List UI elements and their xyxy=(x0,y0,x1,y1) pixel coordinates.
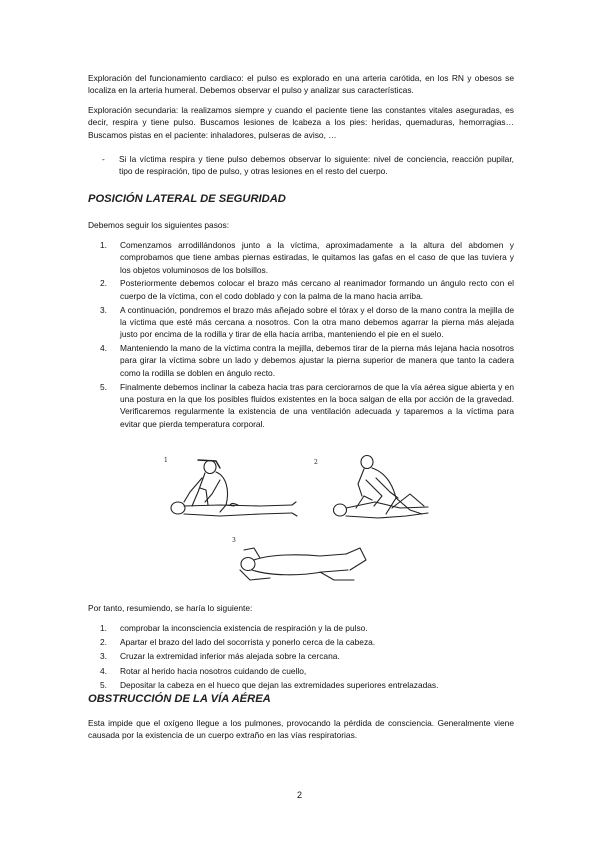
cardiac-exploration-paragraph: Exploración del funcionamiento cardiaco: el pulso es explorado en una arteria carótida, en los RN y obesos se localiza en la arteria humeral. Debemos observar el pulso y analizar sus características. xyxy=(88,73,514,96)
step-text: A continuación, pondremos el brazo más añejado sobre el tórax y el dorso de la mano contra la mejilla de la víctima que esté más cercana a nosotros. Con la otra mano debemos agarrar la pierna más alejada justo por encima de la rodilla y tirar de ella hacia arriba, manteniendo el pie en el suelo. xyxy=(120,304,514,340)
step-number: 4. xyxy=(100,343,107,354)
step-text: Finalmente debemos inclinar la cabeza hacia tras para cerciorarnos de que la vía aérea sigue abierta y en una postura en la que los posibles fluidos existentes en la boca salgan de ella por acción de la gravedad. Verificaremos regularmente la existencia de una ventilación adecuada y taparemos a la víctima para evitar que pierda temperatura corporal. xyxy=(120,381,514,429)
figure-label-3: 3 xyxy=(232,537,236,544)
observation-bullets xyxy=(102,153,514,178)
list-item xyxy=(100,650,514,662)
list-item xyxy=(100,636,514,648)
step-number: 5. xyxy=(100,679,107,690)
list-item xyxy=(100,622,514,634)
list-item xyxy=(100,304,514,341)
figure-label-2: 2 xyxy=(314,459,318,466)
step-text: Cruzar la extremidad inferior más alejada sobre la cercana. xyxy=(120,651,340,662)
illustration-step-2 xyxy=(334,456,429,519)
section-heading-airway: OBSTRUCCIÓN DE LA VÍA AÉREA xyxy=(88,693,271,705)
step-number: 3. xyxy=(100,651,107,662)
list-item xyxy=(100,277,514,302)
section-heading-pls: POSICIÓN LATERAL DE SEGURIDAD xyxy=(88,193,286,205)
secondary-exploration-paragraph: Exploración secundaria: la realizamos siempre y cuando el paciente tiene las constantes vitales aseguradas, es decir, respira y tiene pulso. Buscamos lesiones de lcabeza a los pies: heridas, quemaduras, hemorragias… Buscamos pistas en el paciente: inhaladores, pulseras de aviso, … xyxy=(88,105,514,140)
bullet-marker: - xyxy=(102,154,105,164)
list-item xyxy=(100,342,514,379)
illustration-step-1 xyxy=(171,460,297,516)
steps-lead: Debemos seguir los siguientes pasos: xyxy=(88,220,230,230)
step-number: 4. xyxy=(100,665,107,676)
recovery-position-illustration xyxy=(160,450,450,590)
step-number: 3. xyxy=(100,304,107,315)
step-number: 5. xyxy=(100,381,107,392)
step-text: Posteriormente debemos colocar el brazo más cercano al reanimador formando un ángulo recto con el cuerpo de la víctima, con el codo doblado y con la palma de la mano hacia arriba. xyxy=(120,278,514,301)
step-text: comprobar la inconsciencia existencia de respiración y la de pulso. xyxy=(120,623,368,633)
summary-list xyxy=(100,622,514,693)
step-text: Depositar la cabeza en el hueco que dejan las extremidades superiores entrelazadas. xyxy=(120,679,439,690)
step-number: 2. xyxy=(100,278,107,289)
figure-label-1: 1 xyxy=(164,457,168,464)
bullet-text: Si la víctima respira y tiene pulso debemos observar lo siguiente: nivel de conciencia, reacción pupilar, tipo de respiración, tipo de pulso, y otras lesiones en el resto del cuerpo. xyxy=(119,154,514,177)
step-text: Apartar el brazo del lado del socorrista y ponerlo cerca de la cabeza. xyxy=(120,637,376,648)
airway-paragraph: Esta impide que el oxígeno llegue a los pulmones, provocando la pérdida de consciencia. Generalmente viene causada por la existencia de un cuerpo extraño en las vías respiratorias. xyxy=(88,718,514,741)
list-item xyxy=(100,679,514,691)
list-item xyxy=(100,239,514,276)
illustration-step-3 xyxy=(240,548,366,580)
step-text: Comenzamos arrodillándonos junto a la víctima, aproximadamente a la altura del abdomen y comprobamos que tiene ambas piernas estiradas, le quitamos las gafas en el caso de que las tuviera y los objetos voluminosos de los bolsillos. xyxy=(120,240,514,275)
page-number: 2 xyxy=(296,790,302,800)
step-text: Rotar al herido hacia nosotros cuidando de cuello, xyxy=(120,665,307,676)
list-item xyxy=(100,665,514,677)
pls-steps-list xyxy=(100,239,514,431)
step-number: 1. xyxy=(100,240,107,250)
step-text: Manteniendo la mano de la víctima contra la mejilla, debemos tirar de la pierna más lejana hacia nosotros para girar la víctima sobre un lado y debemos ajustar la pierna superior de manera que tanto la cadera como la rodilla se doblen en ángulo recto. xyxy=(120,343,514,378)
list-item xyxy=(100,381,514,430)
bullet-item xyxy=(102,153,514,178)
summary-lead: Por tanto, resumiendo, se haría lo siguiente: xyxy=(88,603,253,613)
step-number: 2. xyxy=(100,637,107,648)
step-number: 1. xyxy=(100,623,107,633)
